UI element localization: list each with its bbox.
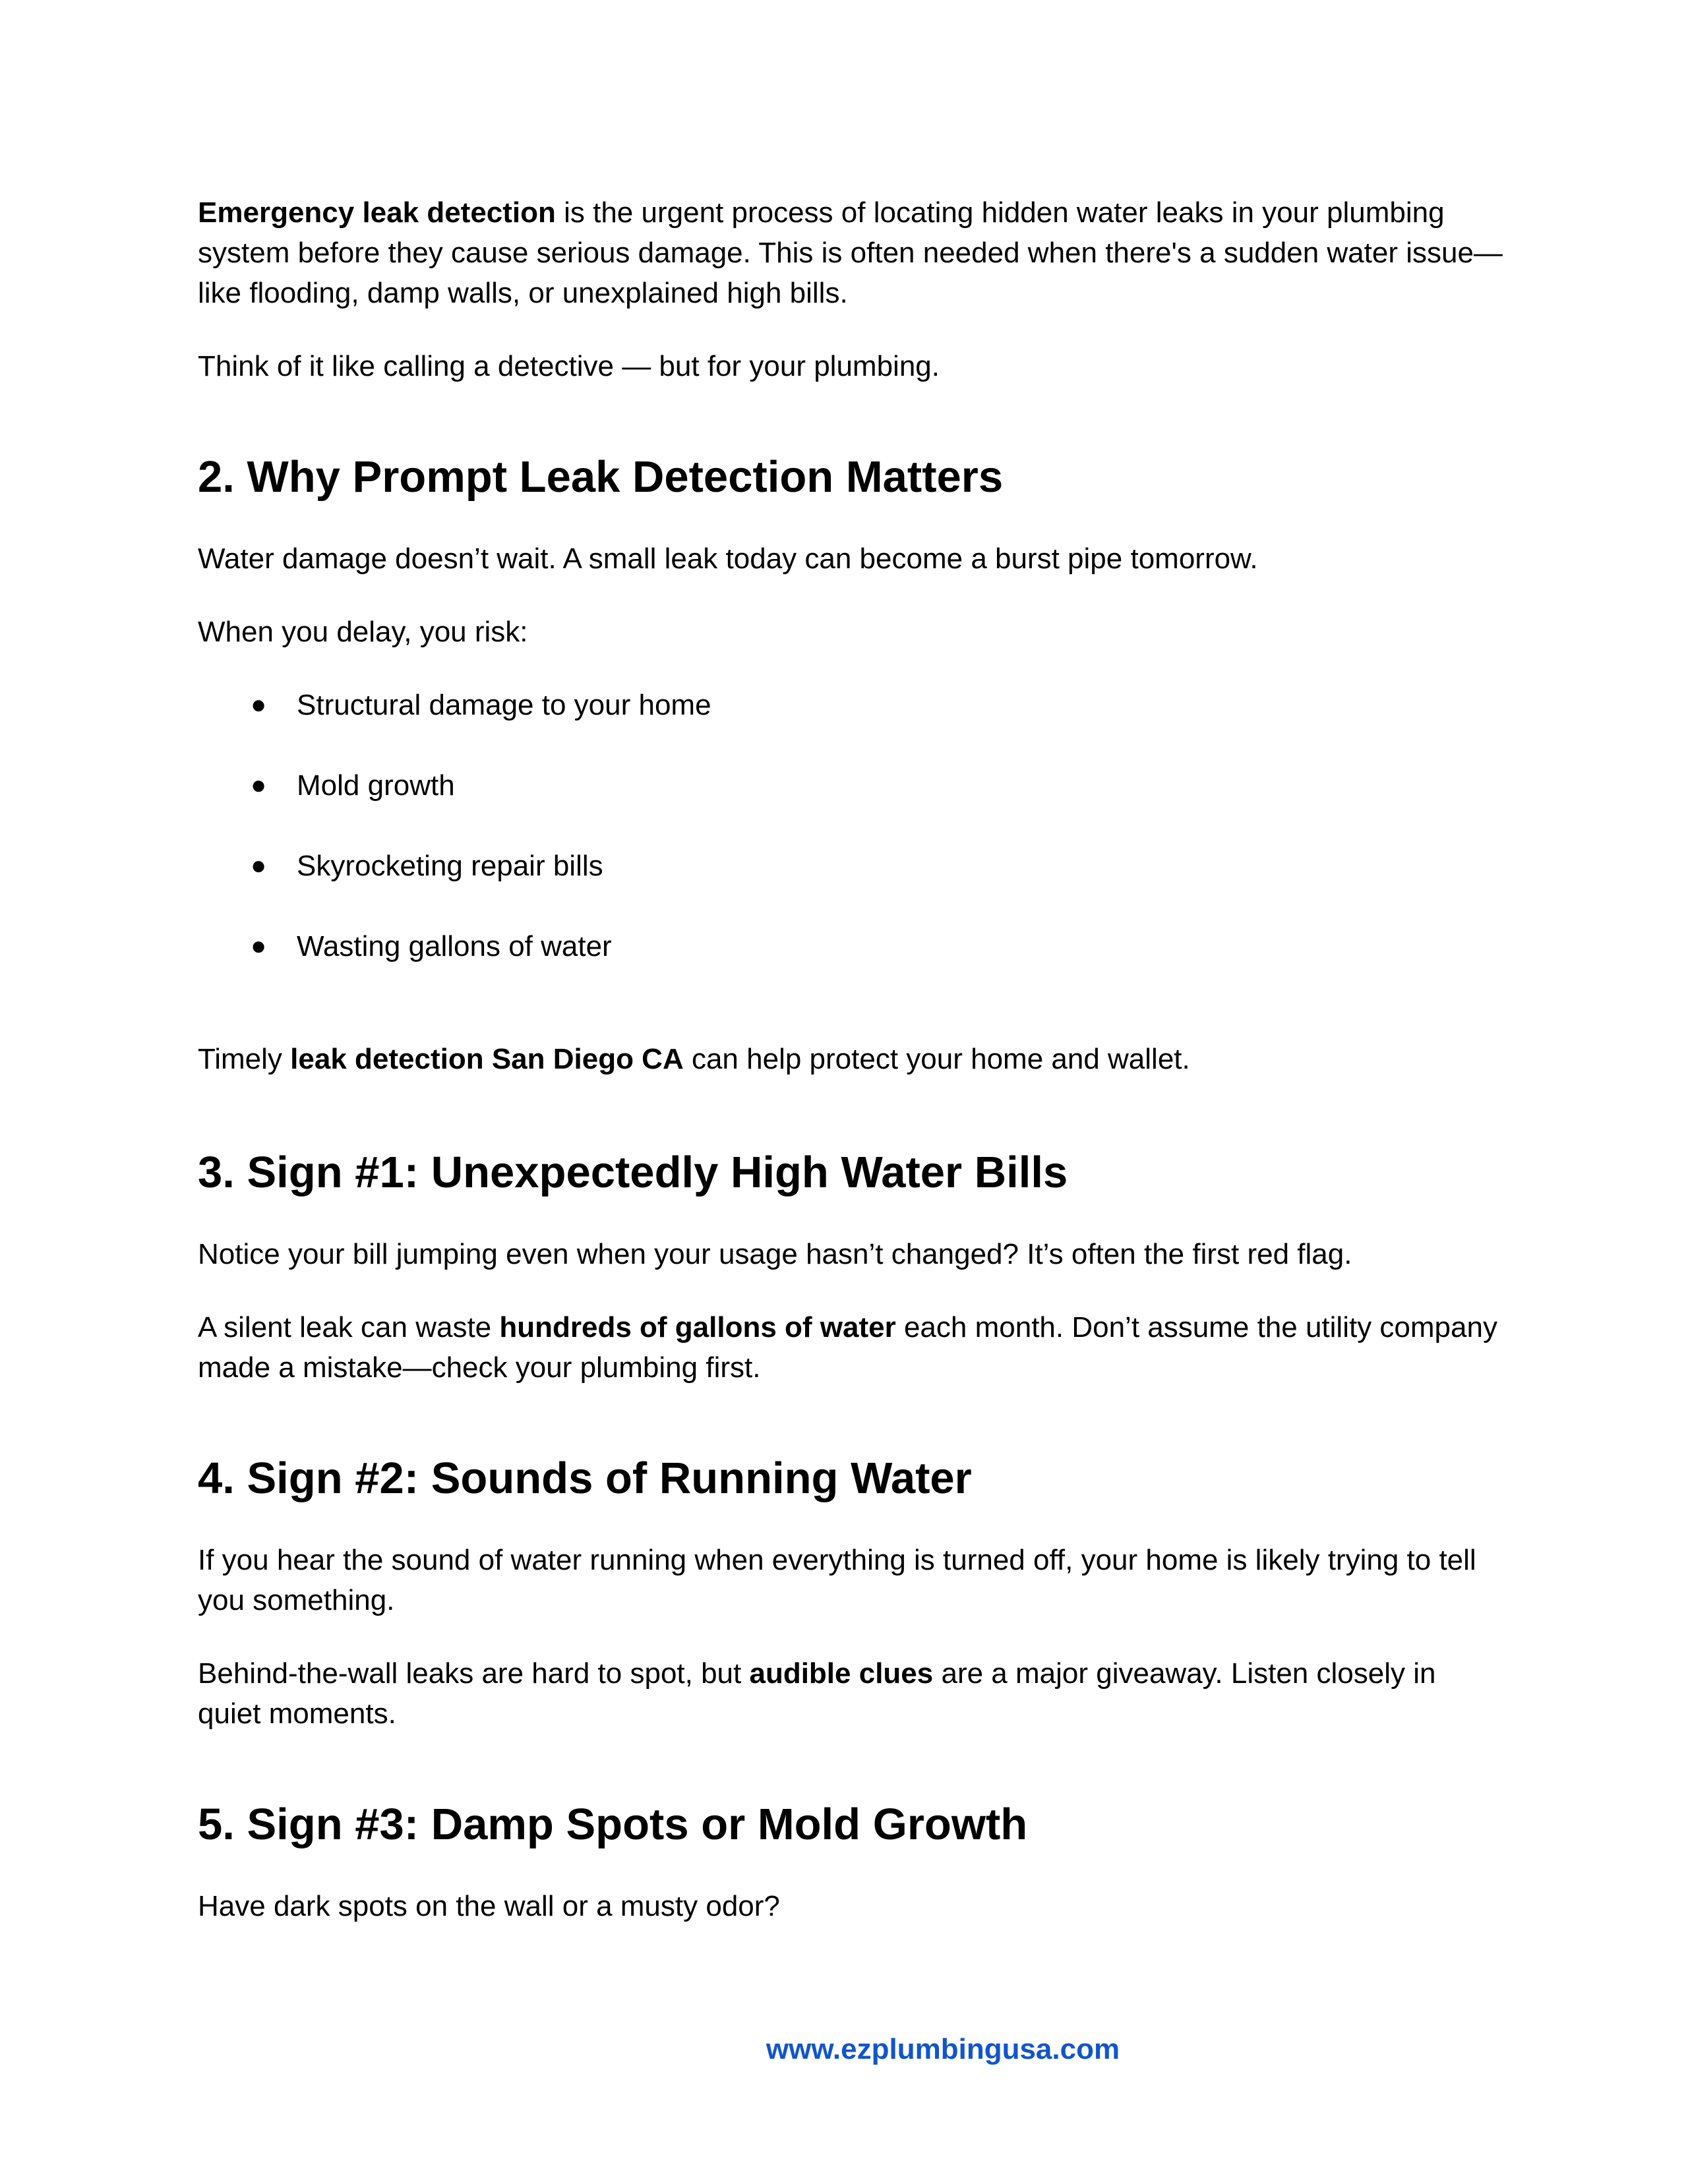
section-heading-damp-spots: 5. Sign #3: Damp Spots or Mold Growth [198, 1800, 1028, 1849]
section3-p2-post: each month. Don’t assume the utility company made a mistake—check your plumbing first. [198, 1311, 1497, 1384]
section4-paragraph: If you hear the sound of water running when everything is turned off, your home is likely trying to tell you something. [198, 1544, 1476, 1616]
risk-intro: When you delay, you risk: [198, 616, 528, 648]
list-item [198, 846, 1503, 886]
website-link[interactable]: www.ezplumbingusa.com [766, 2033, 1120, 2065]
section4-p2-bold: audible clues [749, 1657, 934, 1690]
section2-conclusion-bold: leak detection San Diego CA [290, 1043, 684, 1075]
intro-bold-term: Emergency leak detection [198, 196, 556, 229]
risk-list [198, 685, 1503, 966]
bullet-icon: ● [251, 771, 267, 800]
intro-text: is the urgent process of locating hidden water leaks in your plumbing system before they cause serious damage. This is often needed when there's a sudden water issue—like flooding, damp walls, or unexplained high bills. [198, 196, 1503, 309]
section4-p2-pre: Behind-the-wall leaks are hard to spot, but [198, 1657, 750, 1690]
document-body [198, 192, 1503, 1926]
section4-p2-post: are a major giveaway. Listen closely in quiet moments. [198, 1657, 1436, 1730]
section2-conclusion [198, 1039, 1503, 1079]
bullet-icon: ● [251, 931, 267, 960]
section2-conclusion-pre: Timely [198, 1043, 291, 1075]
section3-paragraph-2 [198, 1307, 1503, 1388]
list-item-text: Structural damage to your home [297, 689, 711, 721]
section-heading-why-prompt: 2. Why Prompt Leak Detection Matters [198, 452, 1004, 502]
section-heading-high-bills: 3. Sign #1: Unexpectedly High Water Bills [198, 1148, 1068, 1197]
list-item [198, 685, 1503, 725]
list-item-text: Skyrocketing repair bills [297, 850, 603, 882]
intro-analogy: Think of it like calling a detective — but for your plumbing. [198, 350, 940, 382]
section-heading-running-water: 4. Sign #2: Sounds of Running Water [198, 1454, 972, 1503]
intro-paragraph [198, 192, 1503, 313]
list-item [198, 765, 1503, 806]
bullet-icon: ● [251, 851, 267, 880]
section2-conclusion-post: can help protect your home and wallet. [683, 1043, 1190, 1075]
bullet-icon: ● [251, 690, 267, 719]
page-footer [0, 2029, 1688, 2069]
section3-p2-bold: hundreds of gallons of water [499, 1311, 896, 1343]
section2-paragraph: Water damage doesn’t wait. A small leak today can become a burst pipe tomorrow. [198, 543, 1258, 575]
section4-paragraph-2 [198, 1653, 1503, 1734]
section3-paragraph: Notice your bill jumping even when your usage hasn’t changed? It’s often the first red flag. [198, 1238, 1352, 1270]
section3-p2-pre: A silent leak can waste [198, 1311, 500, 1343]
section5-paragraph: Have dark spots on the wall or a musty odor? [198, 1890, 780, 1922]
list-item [198, 926, 1503, 966]
list-item-text: Mold growth [297, 769, 455, 802]
list-item-text: Wasting gallons of water [297, 930, 612, 962]
